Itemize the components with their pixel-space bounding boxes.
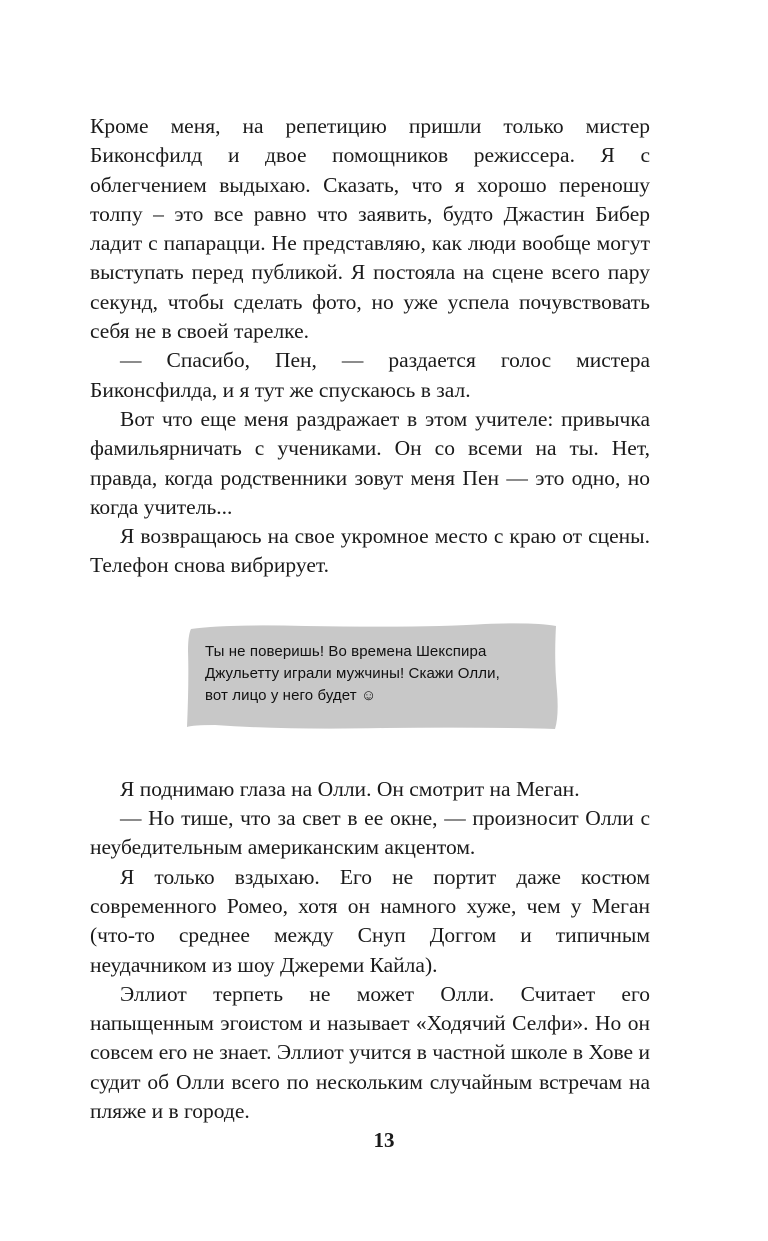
sms-message-block [90, 621, 650, 731]
paragraph: Я возвращаюсь на свое укромное место с краю от сцены. Телефон снова вибрирует. [90, 524, 650, 578]
paragraph: Кроме меня, на репетицию пришли только мистер Биконсфилд и двое помощников режиссера. Я с облегчением выдыхаю. Сказать, что я хорошо переношу толпу – это все равно что заявить, будто Джастин Бибер ладит с папарацци. Не представляю, как люди вообще могут выступать перед публикой. Я постояла на сцене всего пару секунд, чтобы сделать фото, но уже успела почувствовать себя не в своей тарелке. [90, 114, 650, 344]
sms-line: Джульетту играли мужчины! Скажи Олли, [205, 664, 500, 682]
paragraph: Я только вздыхаю. Его не портит даже костюм современного Ромео, хотя он намного хуже, чем у Меган (что-то среднее между Снуп Доггом и типичным неудачником из шоу Джереми Кайла). [90, 864, 650, 977]
paragraph: — Но тише, что за свет в ее окне, — произносит Олли с неубедительным американским акцентом. [90, 806, 650, 860]
sms-line: Ты не поверишь! Во времена Шекспира [205, 642, 487, 660]
paragraph: — Спасибо, Пен, — раздается голос мистера Биконсфилда, и я тут же спускаюсь в зал. [90, 348, 650, 402]
paragraph: Вот что еще меня раздражает в этом учителе: привычка фамильярничать с учениками. Он со всеми на ты. Нет, правда, когда родственники зовут меня Пен — это одно, но когда учитель... [90, 406, 650, 519]
paragraph: Я поднимаю глаза на Олли. Он смотрит на Меган. [120, 776, 580, 801]
sms-bubble [185, 621, 560, 731]
paragraphs-after-sms [90, 775, 650, 1127]
sms-line: вот лицо у него будет ☺ [205, 686, 377, 704]
sms-text [205, 641, 550, 707]
paragraph: Эллиот терпеть не может Олли. Считает его напыщенным эгоистом и называет «Ходячий Селфи». Но он совсем его не знает. Эллиот учится в частной школе в Хове и судит об Олли всего по нескольким случайным встречам на пляже и в городе. [90, 981, 650, 1124]
page-number: 13 [373, 1128, 395, 1152]
book-page [90, 112, 650, 1126]
